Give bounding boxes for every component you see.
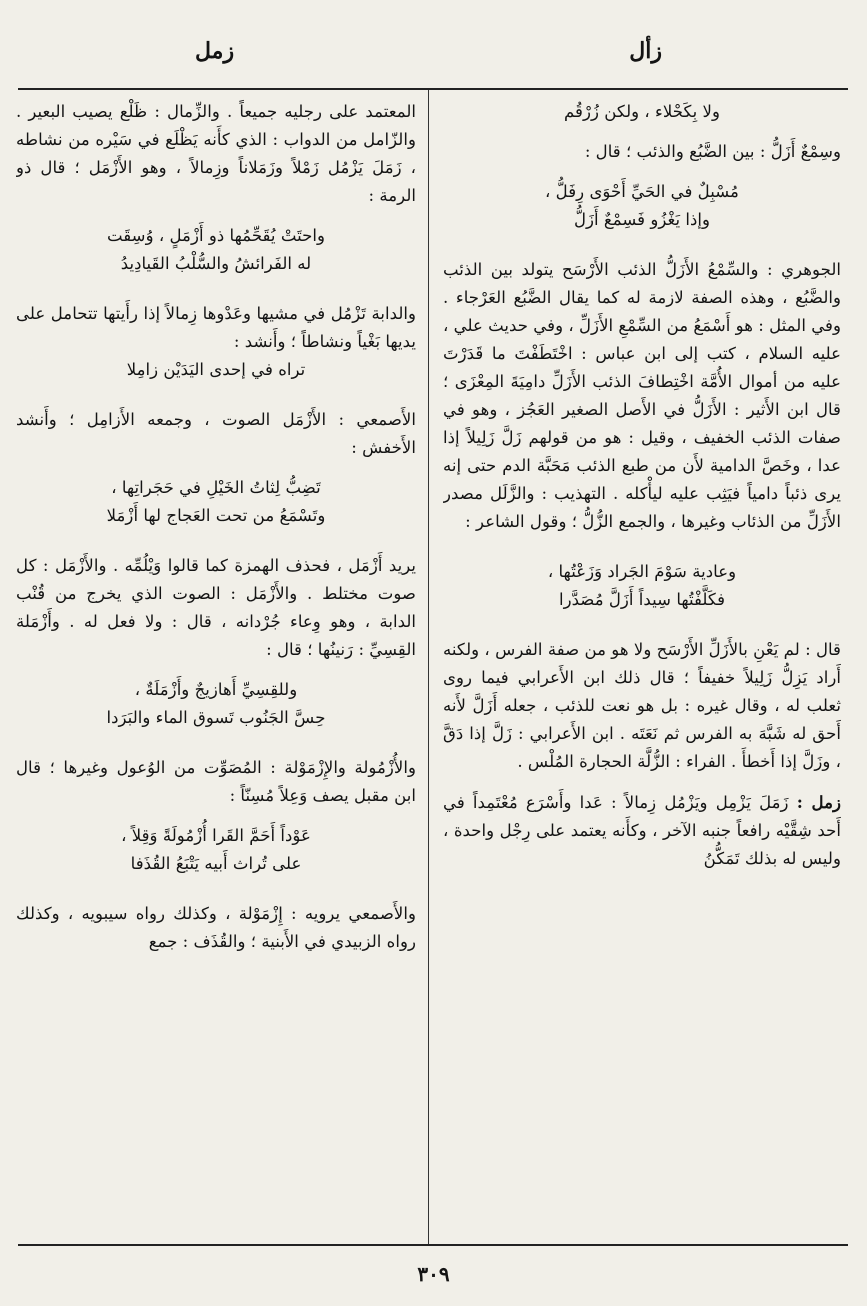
page-number: ٣٠٩ — [417, 1262, 450, 1286]
running-header-left: زمل — [195, 38, 235, 64]
right-column — [443, 98, 841, 1238]
verse-line: على تُراث أَبيه يَتْبَعُ القُذَفا — [130, 854, 302, 873]
verse-line: وللقِسِيِّ أَهازيجٌ وأَزْمَلَةٌ ، — [134, 680, 298, 699]
verse-line: له الفَرائشُ والسُّلْبُ القَيادِيدُ — [120, 254, 312, 273]
verse-line: تراه في إحدى اليَدَيْن زامِلا — [126, 360, 306, 379]
verse-line: عَوْداً أَحَمَّ القَرا أُزْمُولَةً وَقِلاً ، — [121, 826, 311, 845]
verse-line: وإذا يَغْزُو فَسِمْعٌ أَزَلُّ — [573, 210, 711, 229]
verse-line: واحتَتْ يُقَحِّمُها ذو أَزْمَلٍ ، وُسِقَت — [106, 226, 326, 245]
paragraph: الأَصمعي : الأَزْمَل الصوت ، وجمعه الأَزامِل ؛ وأَنشد الأَخفش : — [16, 410, 416, 457]
entry-text: زَمَلَ يَزْمِل ويَزْمُل زِمالاً : عَدا وأَسْرَع مُعْتَمِداً في أَحد شِقَّيْه رافعاً جنبه الآخر ، وكأَنه يعتمد على رِجْل واحدة ، وليس له بذلك تَمَكُّنُ — [443, 793, 841, 868]
verse-line: وعادية سَوْمَ الجَراد وَزَعْتُها ، — [547, 562, 737, 581]
verse-line: وتَسْمَعُ من تحت العَجاج لها أَزْمَلا — [106, 506, 326, 525]
verse-line: مُسْبِلٌ في الحَيِّ أَحْوَى رِفَلُّ ، — [545, 182, 739, 201]
column-divider — [428, 90, 429, 1244]
entry-paragraph — [443, 788, 841, 873]
paragraph: والدابة تَزْمُل في مشيها وعَدْوها زِمالاً إذا رأَيتها تتحامل على يديها بَغْياً ونشاطاً ؛ وأَنشد : — [16, 304, 416, 351]
paragraph: قال : لم يَعْنِ بالأَزَلِّ الأَرْسَح ولا هو من صفة الفرس ، ولكنه أَراد يَزِلُّ زَلِيلاً خفيفاً ؛ قال ذلك ابن الأَعرابي فيما روى ثعلب له ، وقال غيره : بل هو نعت للذئب ، جعله أَزَلَّ لأَنه أَحق له شَبَّهَ به الفرس ثم نَعَتَه . ابن الأَعرابي : زَلَّ إذا دَقَّ ، وزَلَّ إذا أَخطأَ . الفراء : الزُّلَّة الحجارة المُلْس . — [443, 640, 841, 771]
paragraph: يريد أَزْمَل ، فحذف الهمزة كما قالوا وَيْلُمِّه . والأَزْمَل : كل صوت مختلط . والأَزْمَل : الصوت الذي يخرج من قُنْب الدابة ، وهو وِعاء جُرْدانه ، قال : ولا فعل له . وأَزْمَلة القِسِيِّ : رَنينُها ؛ قال : — [16, 556, 416, 659]
paragraph: والأُزْمُولة والإِزْمَوْلة : المُصَوِّت من الوُعول وغيرها ؛ قال ابن مقبل يصف وَعِلاً مُسِنّاً : — [16, 758, 416, 805]
verse-line: حِسَّ الجَنُوب تَسوق الماء والبَرَدا — [106, 708, 326, 727]
paragraph: المعتمد على رجليه جميعاً . والزِّمال : ظَلْع يصيب البعير . والزّامل من الدواب : الذي كأَنه يَظْلَع في سَيْره من نشاطه ، زَمَلَ يَزْمُل زَمْلاً وزَمَلاناً وزِمالاً ، وهو الأَزْمَل ؛ قال ذو الرمة : — [16, 102, 416, 205]
entry-headword: زمل : — [796, 792, 841, 812]
paragraph: وسِمْعٌ أَزَلُّ : بين الضَّبُع والذئب ؛ قال : — [584, 142, 841, 161]
verse-line: فكَلَّفْتُها سِيداً أَزَلَّ مُصَدَّرا — [558, 590, 726, 609]
verse-line: تَضِبُّ لِثاتُ الخَيْلِ في حَجَراتِها ، — [111, 478, 321, 497]
left-column — [16, 98, 416, 1238]
bottom-rule — [18, 1244, 848, 1246]
top-rule — [18, 88, 848, 90]
paragraph: الجوهري : والسِّمْعُ الأَزَلُّ الذئب الأَرْسَح يتولد بين الذئب والضَّبُع ، وهذه الصفة لازمة له كما يقال الضَّبُع العَرْجاء . وفي المثل : هو أَسْمَعُ من السِّمْعِ الأَزَلِّ ، وفي حديث علي ، عليه السلام ، كتب إلى ابن عباس : اخْتَطَفْتَ ما قَدَرْتَ عليه من أموال الأُمَّة اخْتِطافَ الذئب الأَزَلِّ دامِيَةَ المِعْزَى ؛ قال ابن الأَثير : الأَزَلُّ في الأَصل الصغير العَجُز ، وهو في صفات الذئب الخفيف ، وقيل : هو من قولهم زَلَّ زَلِيلاً إذا عدا ، وخَصَّ الدامية لأَن من طبع الذئب مَحَبَّة الدم حتى إنه يرى ذئباً دامياً فيَثِب عليه ليأْكله . التهذيب : والزَّلَل مصدر الأَزَلِّ من الذئاب وغيرها ، والجمع الزُّلُّ ؛ وقول الشاعر : — [443, 260, 841, 531]
paragraph: ولا بِكَحْلاء ، ولكن زُرْقُم — [564, 102, 720, 121]
running-header-right: زأل — [629, 38, 662, 64]
paragraph: والأَصمعي يرويه : إِزْمَوْلة ، وكذلك رواه سيبويه ، وكذلك رواه الزبيدي في الأَبنية ؛ والقُذَف : جمع — [16, 904, 416, 951]
